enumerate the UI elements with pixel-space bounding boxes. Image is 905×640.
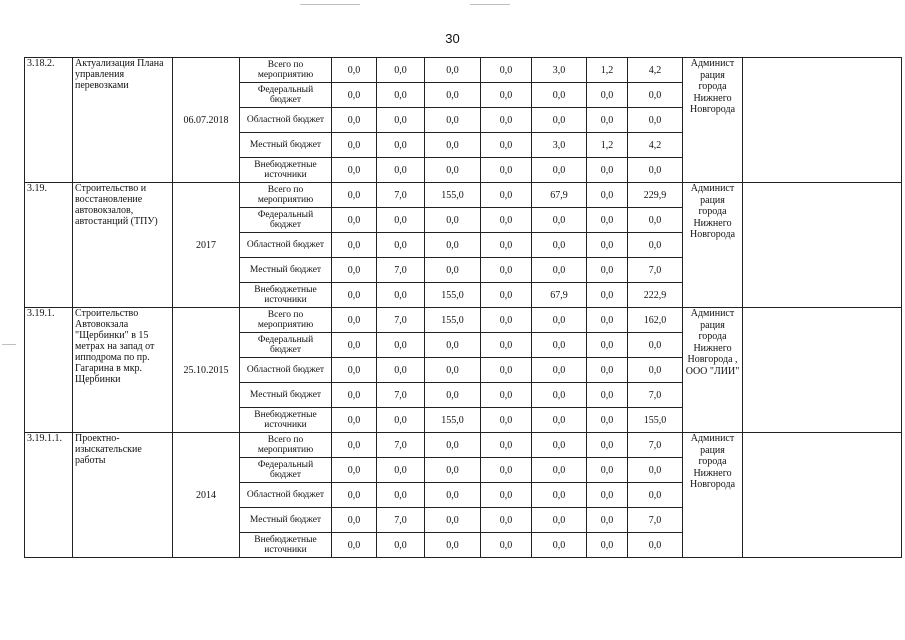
amount-cell: 0,0 xyxy=(587,233,628,258)
amount-cell: 162,0 xyxy=(628,308,683,333)
amount-cell: 0,0 xyxy=(481,108,532,133)
amount-cell: 0,0 xyxy=(481,233,532,258)
amount-cell: 0,0 xyxy=(377,158,425,183)
amount-cell: 0,0 xyxy=(532,208,587,233)
amount-cell: 0,0 xyxy=(628,358,683,383)
funding-source: Местный бюджет xyxy=(240,258,332,283)
amount-cell: 0,0 xyxy=(377,233,425,258)
amount-cell: 0,0 xyxy=(332,408,377,433)
amount-cell: 0,0 xyxy=(332,258,377,283)
amount-cell: 0,0 xyxy=(532,158,587,183)
amount-cell: 7,0 xyxy=(628,258,683,283)
amount-cell: 0,0 xyxy=(481,508,532,533)
amount-cell: 155,0 xyxy=(425,408,481,433)
notes-cell xyxy=(743,433,902,558)
amount-cell: 67,9 xyxy=(532,283,587,308)
amount-cell: 0,0 xyxy=(587,208,628,233)
amount-cell: 229,9 xyxy=(628,183,683,208)
funding-source: Местный бюджет xyxy=(240,508,332,533)
amount-cell: 0,0 xyxy=(425,83,481,108)
amount-cell: 0,0 xyxy=(332,483,377,508)
amount-cell: 7,0 xyxy=(628,383,683,408)
funding-source: Внебюджетные источники xyxy=(240,533,332,558)
amount-cell: 0,0 xyxy=(532,308,587,333)
amount-cell: 0,0 xyxy=(532,83,587,108)
executor: Админист рация города Нижнего Новгорода , ООО "ЛИИ" xyxy=(683,308,743,433)
section-name: Строительство и восстановление автовокзалов, автостанций (ТПУ) xyxy=(73,183,173,308)
funding-source: Местный бюджет xyxy=(240,133,332,158)
amount-cell: 0,0 xyxy=(481,83,532,108)
amount-cell: 0,0 xyxy=(425,258,481,283)
section-name: Проектно-изыскательские работы xyxy=(73,433,173,558)
amount-cell: 0,0 xyxy=(587,183,628,208)
funding-source: Всего по мероприятию xyxy=(240,183,332,208)
amount-cell: 0,0 xyxy=(332,158,377,183)
amount-cell: 0,0 xyxy=(628,483,683,508)
funding-source: Областной бюджет xyxy=(240,108,332,133)
amount-cell: 0,0 xyxy=(332,433,377,458)
amount-cell: 0,0 xyxy=(425,383,481,408)
section-name: Актуализация Плана управления перевозками xyxy=(73,58,173,183)
amount-cell: 0,0 xyxy=(332,358,377,383)
amount-cell: 0,0 xyxy=(332,83,377,108)
amount-cell: 0,0 xyxy=(628,208,683,233)
amount-cell: 0,0 xyxy=(481,358,532,383)
amount-cell: 0,0 xyxy=(532,333,587,358)
table-row xyxy=(25,433,902,458)
amount-cell: 0,0 xyxy=(332,133,377,158)
amount-cell: 0,0 xyxy=(332,283,377,308)
amount-cell: 0,0 xyxy=(425,58,481,83)
executor: Админист рация города Нижнего Новгорода xyxy=(683,58,743,183)
amount-cell: 0,0 xyxy=(377,458,425,483)
section-code: 3.19. xyxy=(25,183,73,308)
amount-cell: 0,0 xyxy=(532,258,587,283)
amount-cell: 0,0 xyxy=(587,83,628,108)
amount-cell: 0,0 xyxy=(628,108,683,133)
section-name: Строительство Автовокзала "Щербинки" в 15 метрах на запад от ипподрома по пр. Гагарина в мкр. Щербинки xyxy=(73,308,173,433)
amount-cell: 0,0 xyxy=(425,133,481,158)
funding-source: Всего по мероприятию xyxy=(240,58,332,83)
amount-cell: 0,0 xyxy=(425,533,481,558)
amount-cell: 0,0 xyxy=(425,333,481,358)
amount-cell: 0,0 xyxy=(532,408,587,433)
amount-cell: 0,0 xyxy=(481,533,532,558)
amount-cell: 0,0 xyxy=(425,233,481,258)
amount-cell: 0,0 xyxy=(587,308,628,333)
amount-cell: 0,0 xyxy=(377,133,425,158)
amount-cell: 4,2 xyxy=(628,58,683,83)
budget-table xyxy=(24,57,902,558)
amount-cell: 155,0 xyxy=(425,183,481,208)
amount-cell: 7,0 xyxy=(628,433,683,458)
amount-cell: 3,0 xyxy=(532,58,587,83)
amount-cell: 0,0 xyxy=(532,358,587,383)
amount-cell: 0,0 xyxy=(332,183,377,208)
amount-cell: 0,0 xyxy=(481,333,532,358)
amount-cell: 0,0 xyxy=(332,308,377,333)
notes-cell xyxy=(743,308,902,433)
scan-artifact-line xyxy=(2,344,16,345)
page-number: 30 xyxy=(445,31,460,46)
amount-cell: 0,0 xyxy=(425,108,481,133)
amount-cell: 0,0 xyxy=(587,258,628,283)
amount-cell: 0,0 xyxy=(628,83,683,108)
amount-cell: 0,0 xyxy=(587,433,628,458)
section-date: 06.07.2018 xyxy=(173,58,240,183)
scan-artifact-line xyxy=(300,4,360,5)
amount-cell: 0,0 xyxy=(532,508,587,533)
amount-cell: 0,0 xyxy=(425,483,481,508)
amount-cell: 0,0 xyxy=(377,208,425,233)
amount-cell: 0,0 xyxy=(628,458,683,483)
funding-source: Федеральный бюджет xyxy=(240,208,332,233)
section-code: 3.19.1.1. xyxy=(25,433,73,558)
section-code: 3.18.2. xyxy=(25,58,73,183)
amount-cell: 0,0 xyxy=(425,158,481,183)
amount-cell: 7,0 xyxy=(377,258,425,283)
section-date: 25.10.2015 xyxy=(173,308,240,433)
amount-cell: 0,0 xyxy=(377,533,425,558)
amount-cell: 0,0 xyxy=(587,283,628,308)
amount-cell: 0,0 xyxy=(332,108,377,133)
funding-source: Всего по мероприятию xyxy=(240,308,332,333)
amount-cell: 155,0 xyxy=(628,408,683,433)
amount-cell: 0,0 xyxy=(425,458,481,483)
amount-cell: 7,0 xyxy=(377,183,425,208)
amount-cell: 0,0 xyxy=(628,233,683,258)
amount-cell: 7,0 xyxy=(628,508,683,533)
amount-cell: 0,0 xyxy=(481,58,532,83)
amount-cell: 0,0 xyxy=(377,283,425,308)
amount-cell: 0,0 xyxy=(532,458,587,483)
amount-cell: 0,0 xyxy=(332,58,377,83)
notes-cell xyxy=(743,58,902,183)
amount-cell: 0,0 xyxy=(587,408,628,433)
amount-cell: 7,0 xyxy=(377,433,425,458)
budget-table-body xyxy=(25,58,902,558)
amount-cell: 0,0 xyxy=(332,533,377,558)
section-date: 2014 xyxy=(173,433,240,558)
amount-cell: 0,0 xyxy=(587,483,628,508)
amount-cell: 155,0 xyxy=(425,308,481,333)
amount-cell: 222,9 xyxy=(628,283,683,308)
amount-cell: 0,0 xyxy=(532,533,587,558)
amount-cell: 0,0 xyxy=(532,383,587,408)
amount-cell: 7,0 xyxy=(377,308,425,333)
amount-cell: 0,0 xyxy=(587,533,628,558)
funding-source: Областной бюджет xyxy=(240,483,332,508)
amount-cell: 0,0 xyxy=(532,483,587,508)
amount-cell: 0,0 xyxy=(587,158,628,183)
amount-cell: 0,0 xyxy=(377,108,425,133)
scan-artifact-line xyxy=(470,4,510,5)
amount-cell: 7,0 xyxy=(377,508,425,533)
amount-cell: 3,0 xyxy=(532,133,587,158)
amount-cell: 0,0 xyxy=(332,233,377,258)
amount-cell: 7,0 xyxy=(377,383,425,408)
amount-cell: 0,0 xyxy=(532,233,587,258)
amount-cell: 0,0 xyxy=(532,108,587,133)
amount-cell: 0,0 xyxy=(481,208,532,233)
amount-cell: 0,0 xyxy=(481,483,532,508)
amount-cell: 0,0 xyxy=(332,458,377,483)
funding-source: Федеральный бюджет xyxy=(240,83,332,108)
executor: Админист рация города Нижнего Новгорода xyxy=(683,433,743,558)
amount-cell: 0,0 xyxy=(481,308,532,333)
funding-source: Областной бюджет xyxy=(240,358,332,383)
funding-source: Областной бюджет xyxy=(240,233,332,258)
executor: Админист рация города Нижнего Новгорода xyxy=(683,183,743,308)
funding-source: Всего по мероприятию xyxy=(240,433,332,458)
funding-source: Внебюджетные источники xyxy=(240,408,332,433)
section-code: 3.19.1. xyxy=(25,308,73,433)
amount-cell: 0,0 xyxy=(481,433,532,458)
amount-cell: 0,0 xyxy=(628,333,683,358)
amount-cell: 0,0 xyxy=(377,333,425,358)
amount-cell: 0,0 xyxy=(481,408,532,433)
amount-cell: 0,0 xyxy=(481,158,532,183)
amount-cell: 0,0 xyxy=(377,483,425,508)
amount-cell: 0,0 xyxy=(425,358,481,383)
amount-cell: 0,0 xyxy=(587,383,628,408)
amount-cell: 0,0 xyxy=(425,433,481,458)
amount-cell: 0,0 xyxy=(587,108,628,133)
amount-cell: 1,2 xyxy=(587,58,628,83)
amount-cell: 0,0 xyxy=(377,408,425,433)
funding-source: Местный бюджет xyxy=(240,383,332,408)
amount-cell: 0,0 xyxy=(332,333,377,358)
amount-cell: 0,0 xyxy=(425,208,481,233)
amount-cell: 0,0 xyxy=(481,383,532,408)
amount-cell: 0,0 xyxy=(377,358,425,383)
funding-source: Внебюджетные источники xyxy=(240,158,332,183)
amount-cell: 0,0 xyxy=(377,58,425,83)
amount-cell: 0,0 xyxy=(532,433,587,458)
amount-cell: 0,0 xyxy=(587,508,628,533)
amount-cell: 1,2 xyxy=(587,133,628,158)
amount-cell: 155,0 xyxy=(425,283,481,308)
table-row xyxy=(25,183,902,208)
table-row xyxy=(25,308,902,333)
amount-cell: 0,0 xyxy=(587,458,628,483)
amount-cell: 0,0 xyxy=(332,508,377,533)
amount-cell: 0,0 xyxy=(481,133,532,158)
amount-cell: 0,0 xyxy=(332,383,377,408)
funding-source: Федеральный бюджет xyxy=(240,458,332,483)
amount-cell: 67,9 xyxy=(532,183,587,208)
funding-source: Внебюджетные источники xyxy=(240,283,332,308)
amount-cell: 0,0 xyxy=(587,358,628,383)
amount-cell: 0,0 xyxy=(628,158,683,183)
amount-cell: 0,0 xyxy=(425,508,481,533)
amount-cell: 0,0 xyxy=(587,333,628,358)
amount-cell: 0,0 xyxy=(332,208,377,233)
notes-cell xyxy=(743,183,902,308)
amount-cell: 0,0 xyxy=(628,533,683,558)
amount-cell: 0,0 xyxy=(481,183,532,208)
amount-cell: 0,0 xyxy=(377,83,425,108)
amount-cell: 0,0 xyxy=(481,258,532,283)
funding-source: Федеральный бюджет xyxy=(240,333,332,358)
section-date: 2017 xyxy=(173,183,240,308)
table-row xyxy=(25,58,902,83)
amount-cell: 0,0 xyxy=(481,458,532,483)
amount-cell: 0,0 xyxy=(481,283,532,308)
amount-cell: 4,2 xyxy=(628,133,683,158)
